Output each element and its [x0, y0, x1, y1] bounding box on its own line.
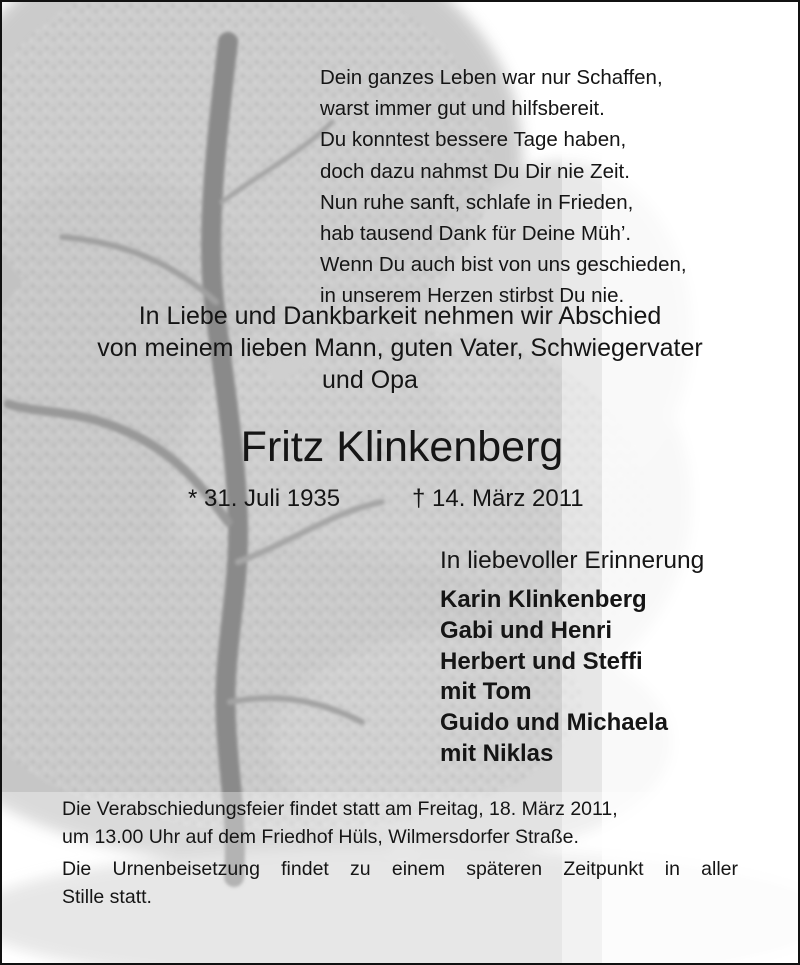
mourner-name: Herbert und Steffi — [440, 647, 643, 675]
mourner-name: Karin Klinkenberg — [440, 586, 647, 613]
poem-line: hab tausend Dank für Deine Müh’. — [320, 222, 632, 246]
notice-line: Stille statt. — [62, 886, 152, 908]
mourner-name: mit Tom — [440, 678, 532, 706]
notice-line: Die Urnenbeisetzung findet zu einem späteren Zeitpunkt in aller — [62, 858, 738, 880]
mourners-list — [440, 585, 668, 770]
deceased-name: Fritz Klinkenberg — [240, 423, 564, 471]
poem-line: Dein ganzes Leben war nur Schaffen, — [320, 66, 663, 89]
farewell-statement — [2, 300, 798, 396]
poem-line: Nun ruhe sanft, schlafe in Frieden, — [320, 190, 634, 214]
urn-burial-notice — [62, 855, 738, 911]
mourner-name: mit Niklas — [440, 739, 554, 767]
farewell-line: von meinem lieben Mann, guten Vater, Schwiegervater — [97, 334, 703, 362]
poem-line: in unserem Herzen stirbst Du nie. — [320, 284, 625, 308]
poem-line: Wenn Du auch bist von uns geschieden, — [320, 253, 687, 277]
memorial-poem — [320, 62, 687, 312]
farewell-line: In Liebe und Dankbarkeit nehmen wir Abschied — [138, 302, 662, 330]
birth-date: * 31. Juli 1935 — [188, 485, 341, 512]
notice-line: um 13.00 Uhr auf dem Friedhof Hüls, Wilmersdorfer Straße. — [62, 826, 579, 848]
death-date: † 14. März 2011 — [412, 485, 584, 512]
memory-heading: In liebevoller Erinnerung — [440, 547, 705, 574]
poem-line: doch dazu nahmst Du Dir nie Zeit. — [320, 159, 630, 183]
notice-line: Die Verabschiedungsfeier findet statt am Freitag, 18. März 2011, — [62, 798, 618, 820]
ceremony-notice — [62, 795, 738, 851]
mourner-name: Gabi und Henri — [440, 616, 613, 644]
poem-line: Du konntest bessere Tage haben, — [320, 128, 627, 152]
poem-line: warst immer gut und hilfsbereit. — [320, 97, 605, 121]
farewell-line: und Opa — [322, 366, 418, 394]
mourner-name: Guido und Michaela — [440, 709, 669, 737]
